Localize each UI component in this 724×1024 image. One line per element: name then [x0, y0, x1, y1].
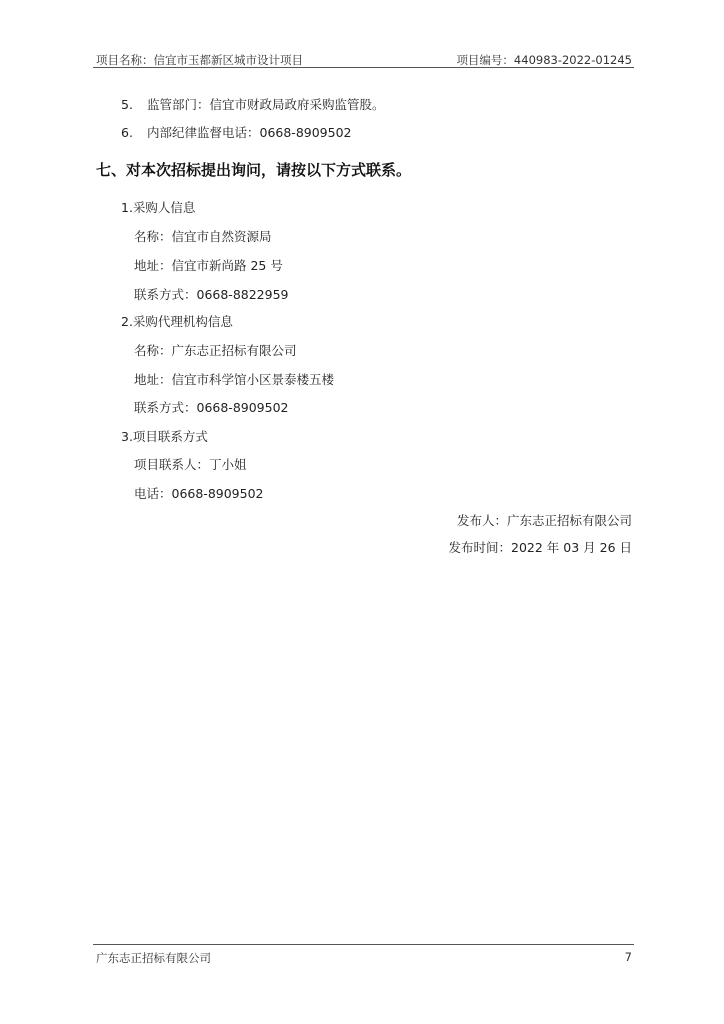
purchaser-contact: 联系方式：0668-8822959 [134, 287, 289, 302]
list-item-number: 6. [121, 125, 133, 140]
footer-company: 广东志正招标有限公司 [96, 951, 211, 965]
agency-address: 地址：信宜市科学馆小区景泰楼五楼 [134, 372, 335, 387]
list-item-text: 监管部门：信宜市财政局政府采购监管股。 [147, 97, 385, 112]
list-item-discipline-phone [121, 123, 352, 141]
header-divider [93, 67, 634, 68]
header-project-number: 项目编号：440983-2022-01245 [456, 53, 632, 67]
project-contact-phone: 电话：0668-8909502 [134, 486, 264, 501]
footer-divider [93, 944, 634, 945]
agency-info-title: 2.采购代理机构信息 [121, 314, 233, 329]
purchaser-address: 地址：信宜市新尚路 25 号 [134, 258, 283, 273]
publisher: 发布人：广东志正招标有限公司 [456, 513, 632, 528]
publish-time: 发布时间：2022 年 03 月 26 日 [448, 540, 632, 555]
list-item-supervision [121, 95, 385, 113]
purchaser-info-title: 1.采购人信息 [121, 200, 196, 215]
list-item-text: 内部纪律监督电话：0668-8909502 [147, 125, 352, 140]
list-item-number: 5. [121, 97, 133, 112]
agency-contact: 联系方式：0668-8909502 [134, 400, 289, 415]
page-number: 7 [624, 950, 632, 964]
project-contact-title: 3.项目联系方式 [121, 429, 208, 444]
purchaser-name: 名称：信宜市自然资源局 [134, 229, 272, 244]
project-contact-person: 项目联系人：丁小姐 [134, 457, 247, 472]
section-heading: 七、对本次招标提出询问，请按以下方式联系。 [96, 161, 412, 179]
header-project-name: 项目名称：信宜市玉都新区城市设计项目 [96, 53, 303, 67]
agency-name: 名称：广东志正招标有限公司 [134, 343, 297, 358]
